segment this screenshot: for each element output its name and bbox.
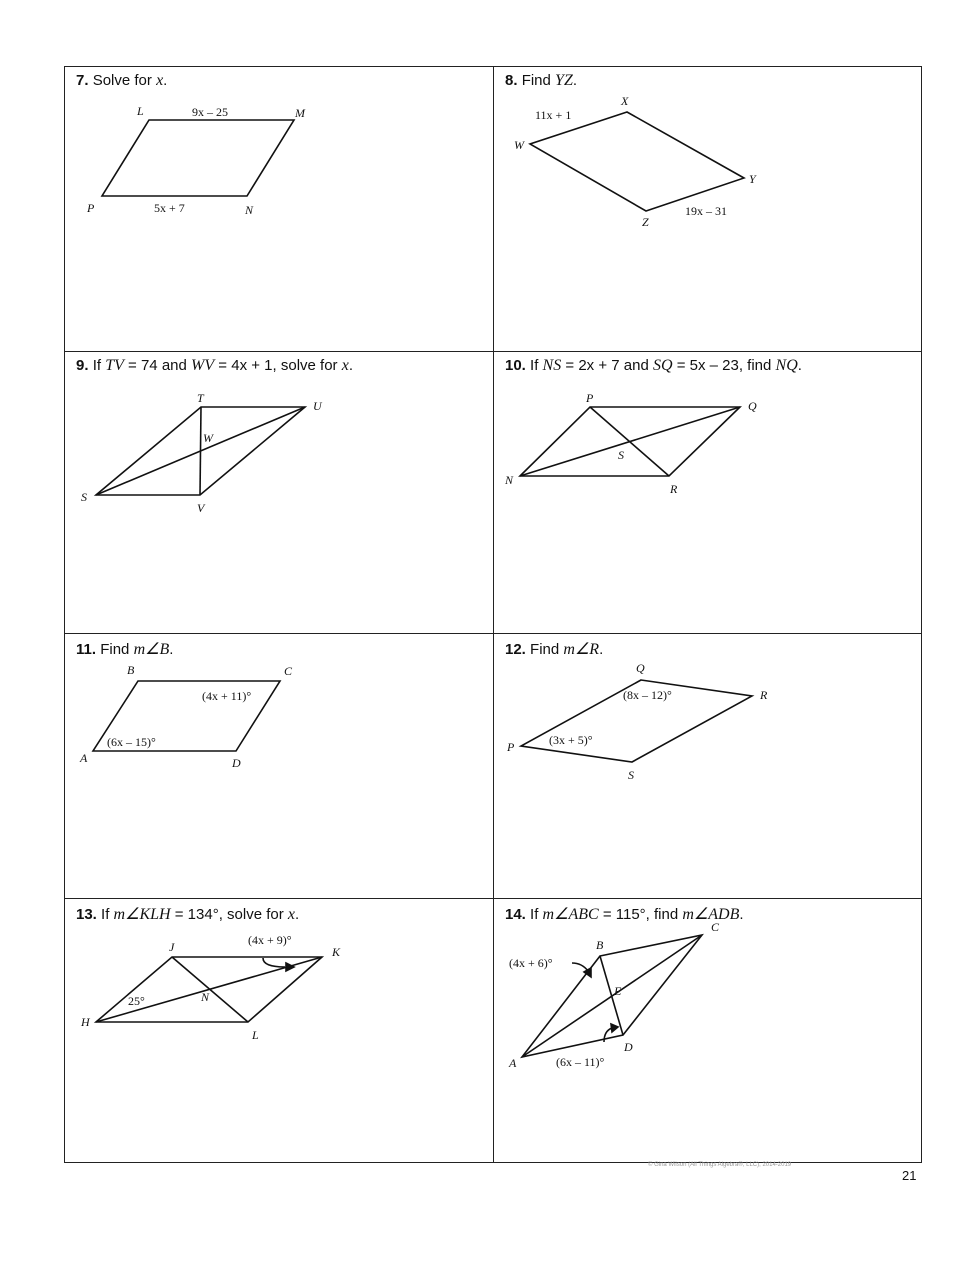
prompt-math: YZ [555,72,573,89]
vertex-label-c: C [284,664,293,678]
problem-number: 9. [76,357,89,374]
parallelogram-figure [65,634,493,898]
problem-number: 12. [505,641,526,658]
parallelogram-figure [494,634,923,898]
vertex-label-w: W [203,431,213,445]
vertex-label-s: S [618,448,624,462]
vertex-label-u: U [313,399,322,413]
vertex-label-y: Y [749,172,756,186]
diagonal-nq [520,407,740,476]
angle-label-h: 25° [128,994,145,1008]
prompt-math: WV [191,357,215,374]
vertex-label-e: E [614,984,622,998]
prompt-math: x [287,906,295,923]
angle-label-c: (4x + 11)° [202,689,252,703]
vertex-label-n: N [245,203,254,217]
prompt-text: = 2x + 7 and [561,357,653,374]
angle-arrow-k [263,958,285,967]
angle-arrow-d [604,1028,612,1042]
parallelogram-figure [65,67,493,351]
vertex-label-j: J [169,940,175,954]
prompt-text: If [92,357,106,374]
problem-14 [494,899,923,1163]
page-number: 21 [902,1168,917,1183]
vertex-label-r: R [670,482,678,496]
vertex-label-c: C [711,920,720,934]
vertex-label-n: N [505,473,514,487]
prompt-text: . [348,357,353,374]
prompt-math: m∠KLH [113,906,171,923]
vertex-label-h: H [81,1015,90,1029]
vertex-label-p: P [507,740,515,754]
side-label-lm: 9x – 25 [192,105,228,119]
vertex-label-z: Z [642,215,649,229]
prompt-text: . [163,72,168,89]
angle-label-d: (6x – 11)° [556,1055,605,1069]
copyright-credit: © Gina Wilson (All Things Algebra®, LLC), 2014-2019 [648,1162,792,1168]
prompt-text: . [169,641,174,658]
problem-number: 10. [505,357,526,374]
prompt-text: = 74 and [123,357,192,374]
prompt-math: NS [542,357,562,374]
vertex-label-q: Q [748,399,757,413]
problem-number: 14. [505,906,526,923]
prompt-math: m∠B [133,641,170,658]
parallelogram-wxyz [530,112,744,211]
prompt-text: . [295,906,300,923]
worksheet-grid [64,66,922,1163]
problem-10 [494,352,923,633]
vertex-label-l: L [137,104,144,118]
side-label-zy: 19x – 31 [685,204,727,218]
vertex-label-m: M [295,106,305,120]
vertex-label-b: B [596,938,604,952]
vertex-label-v: V [197,501,205,515]
vertex-label-w: W [514,138,524,152]
vertex-label-l: L [252,1028,259,1042]
problem-8 [494,67,923,351]
prompt-math: x [156,72,164,89]
problem-number: 8. [505,72,518,89]
prompt-text: = 115°, find [598,906,683,923]
prompt-math: m∠R [563,641,600,658]
vertex-label-d: D [232,756,241,770]
parallelogram-figure [65,899,493,1163]
problem-number: 7. [76,72,89,89]
angle-label-p: (3x + 5)° [549,733,593,747]
vertex-label-k: K [332,945,341,959]
prompt-text: . [572,72,578,89]
prompt-math: NQ [775,357,798,374]
vertex-label-s: S [628,768,634,782]
prompt-math: m∠ABC [542,906,599,923]
angle-label-b: (4x + 6)° [509,956,553,970]
problem-9 [65,352,493,633]
vertex-label-r: R [760,688,768,702]
prompt-text: . [599,641,604,658]
parallelogram-figure [494,899,923,1163]
vertex-label-s: S [81,490,87,504]
prompt-text: = 5x – 23, find [672,357,776,374]
problem-number: 11. [76,641,97,658]
prompt-text: Solve for [92,72,157,89]
arrowhead [611,1024,618,1032]
prompt-text: = 4x + 1, solve for [214,357,342,374]
angle-label-a: (6x – 15)° [107,735,156,749]
parallelogram-figure [494,67,923,351]
prompt-text: If [530,357,543,374]
prompt-text: = 134°, solve for [170,906,288,923]
prompt-math: SQ [652,357,673,374]
prompt-text: Find [530,641,564,658]
arrowhead [286,963,294,971]
problem-12 [494,634,923,898]
prompt-text: If [530,906,543,923]
prompt-text: . [797,357,802,374]
angle-label-k: (4x + 9)° [248,933,292,947]
vertex-label-a: A [80,751,88,765]
angle-arrow-b [572,963,588,971]
parallelogram-lmnp [102,120,294,196]
vertex-label-n: N [201,990,210,1004]
vertex-label-a: A [509,1056,517,1070]
problem-number: 13. [76,906,97,923]
vertex-label-b: B [127,663,135,677]
vertex-label-d: D [624,1040,633,1054]
vertex-label-p: P [586,391,594,405]
side-label-wx: 11x + 1 [535,108,572,122]
angle-label-q: (8x – 12)° [623,688,672,702]
vertex-label-t: T [197,391,204,405]
vertex-label-p: P [87,201,95,215]
side-label-pn: 5x + 7 [154,201,185,215]
prompt-math: m∠ADB [682,906,740,923]
problem-7 [65,67,493,351]
problem-11 [65,634,493,898]
vertex-label-q: Q [636,661,645,675]
prompt-math: TV [105,357,124,374]
prompt-text: Find [100,641,134,658]
parallelogram-figure [494,352,923,633]
problem-13 [65,899,493,1163]
vertex-label-x: X [621,94,629,108]
parallelogram-figure [65,352,493,633]
prompt-math: x [341,357,349,374]
prompt-text: If [101,906,114,923]
prompt-text: . [739,906,744,923]
prompt-text: Find [521,72,556,89]
